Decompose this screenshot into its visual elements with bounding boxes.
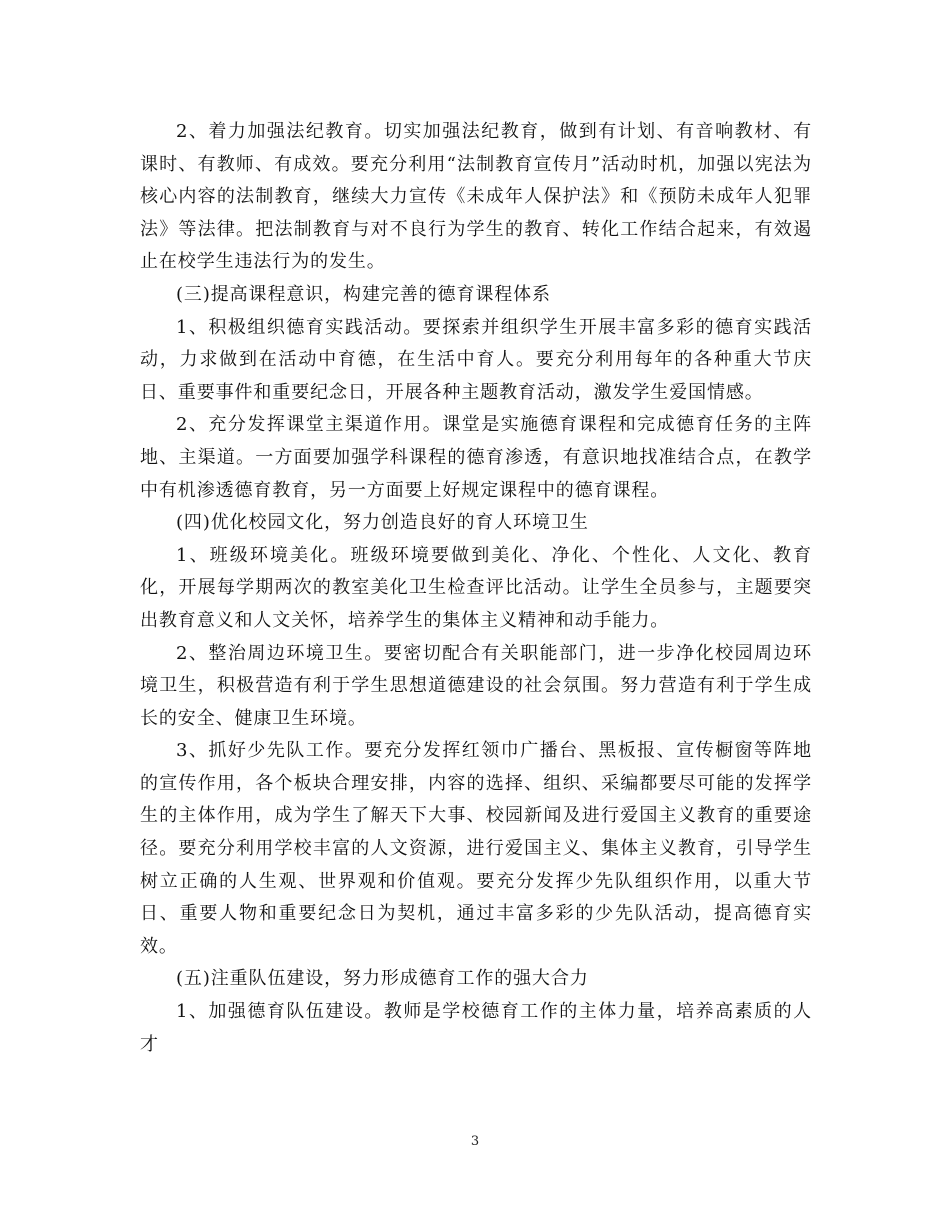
paragraph-law-education: 2、着力加强法纪教育。切实加强法纪教育，做到有计划、有音响教材、有课时、有教师、有成效。要充分利用“法制教育宣传月”活动时机，加强以宪法为核心内容的法制教育，继续大力宣传《未成年人保护法》和《预防未成年人犯罪法》等法律。把法制教育与对不良行为学生的教育、转化工作结合起来，有效遏止在校学生违法行为的发生。 — [140, 121, 812, 273]
page-number: 3 — [470, 1134, 480, 1149]
heading-section-five: (五)注重队伍建设，努力形成德育工作的强大合力 — [176, 968, 589, 990]
paragraph-moral-team: 1、加强德育队伍建设。教师是学校德育工作的主体力量，培养高素质的人才 — [140, 1001, 812, 1055]
paragraph-young-pioneers: 3、抓好少先队工作。要充分发挥红领巾广播台、黑板报、宣传橱窗等阵地的宣传作用，各个板块合理安排，内容的选择、组织、采编都要尽可能的发挥学生的主体作用，成为学生了解天下大事、校园新闻及进行爱国主义教育的重要途径。要充分利用学校丰富的人文资源，进行爱国主义、集体主义教育，引导学生树立正确的人生观、世界观和价值观。要充分发挥少先队组织作用，以重大节日、重要人物和重要纪念日为契机，通过丰富多彩的少先队活动，提高德育实效。 — [140, 740, 812, 957]
heading-section-three: (三)提高课程意识，构建完善的德育课程体系 — [176, 283, 551, 305]
paragraph-classroom-channel: 2、充分发挥课堂主渠道作用。课堂是实施德育课程和完成德育任务的主阵地、主渠道。一方面要加强学科课程的德育渗透，有意识地找准结合点，在教学中有机渗透德育教育，另一方面要上好规定课程中的德育课程。 — [140, 414, 812, 501]
paragraph-class-environment: 1、班级环境美化。班级环境要做到美化、净化、个性化、人文化、教育化，开展每学期两次的教室美化卫生检查评比活动。让学生全员参与，主题要突出教育意义和人文关怀，培养学生的集体主义精神和动手能力。 — [140, 544, 812, 631]
heading-section-four: (四)优化校园文化，努力创造良好的育人环境卫生 — [176, 512, 589, 534]
paragraph-practice-activities: 1、积极组织德育实践活动。要探索并组织学生开展丰富多彩的德育实践活动，力求做到在活动中育德，在生活中育人。要充分利用每年的各种重大节庆日、重要事件和重要纪念日，开展各种主题教育活动，激发学生爱国情感。 — [140, 316, 812, 403]
paragraph-surrounding-environment: 2、整治周边环境卫生。要密切配合有关职能部门，进一步净化校园周边环境卫生，积极营造有利于学生思想道德建设的社会氛围。努力营造有利于学生成长的安全、健康卫生环境。 — [140, 642, 812, 729]
document-body — [140, 116, 812, 1061]
